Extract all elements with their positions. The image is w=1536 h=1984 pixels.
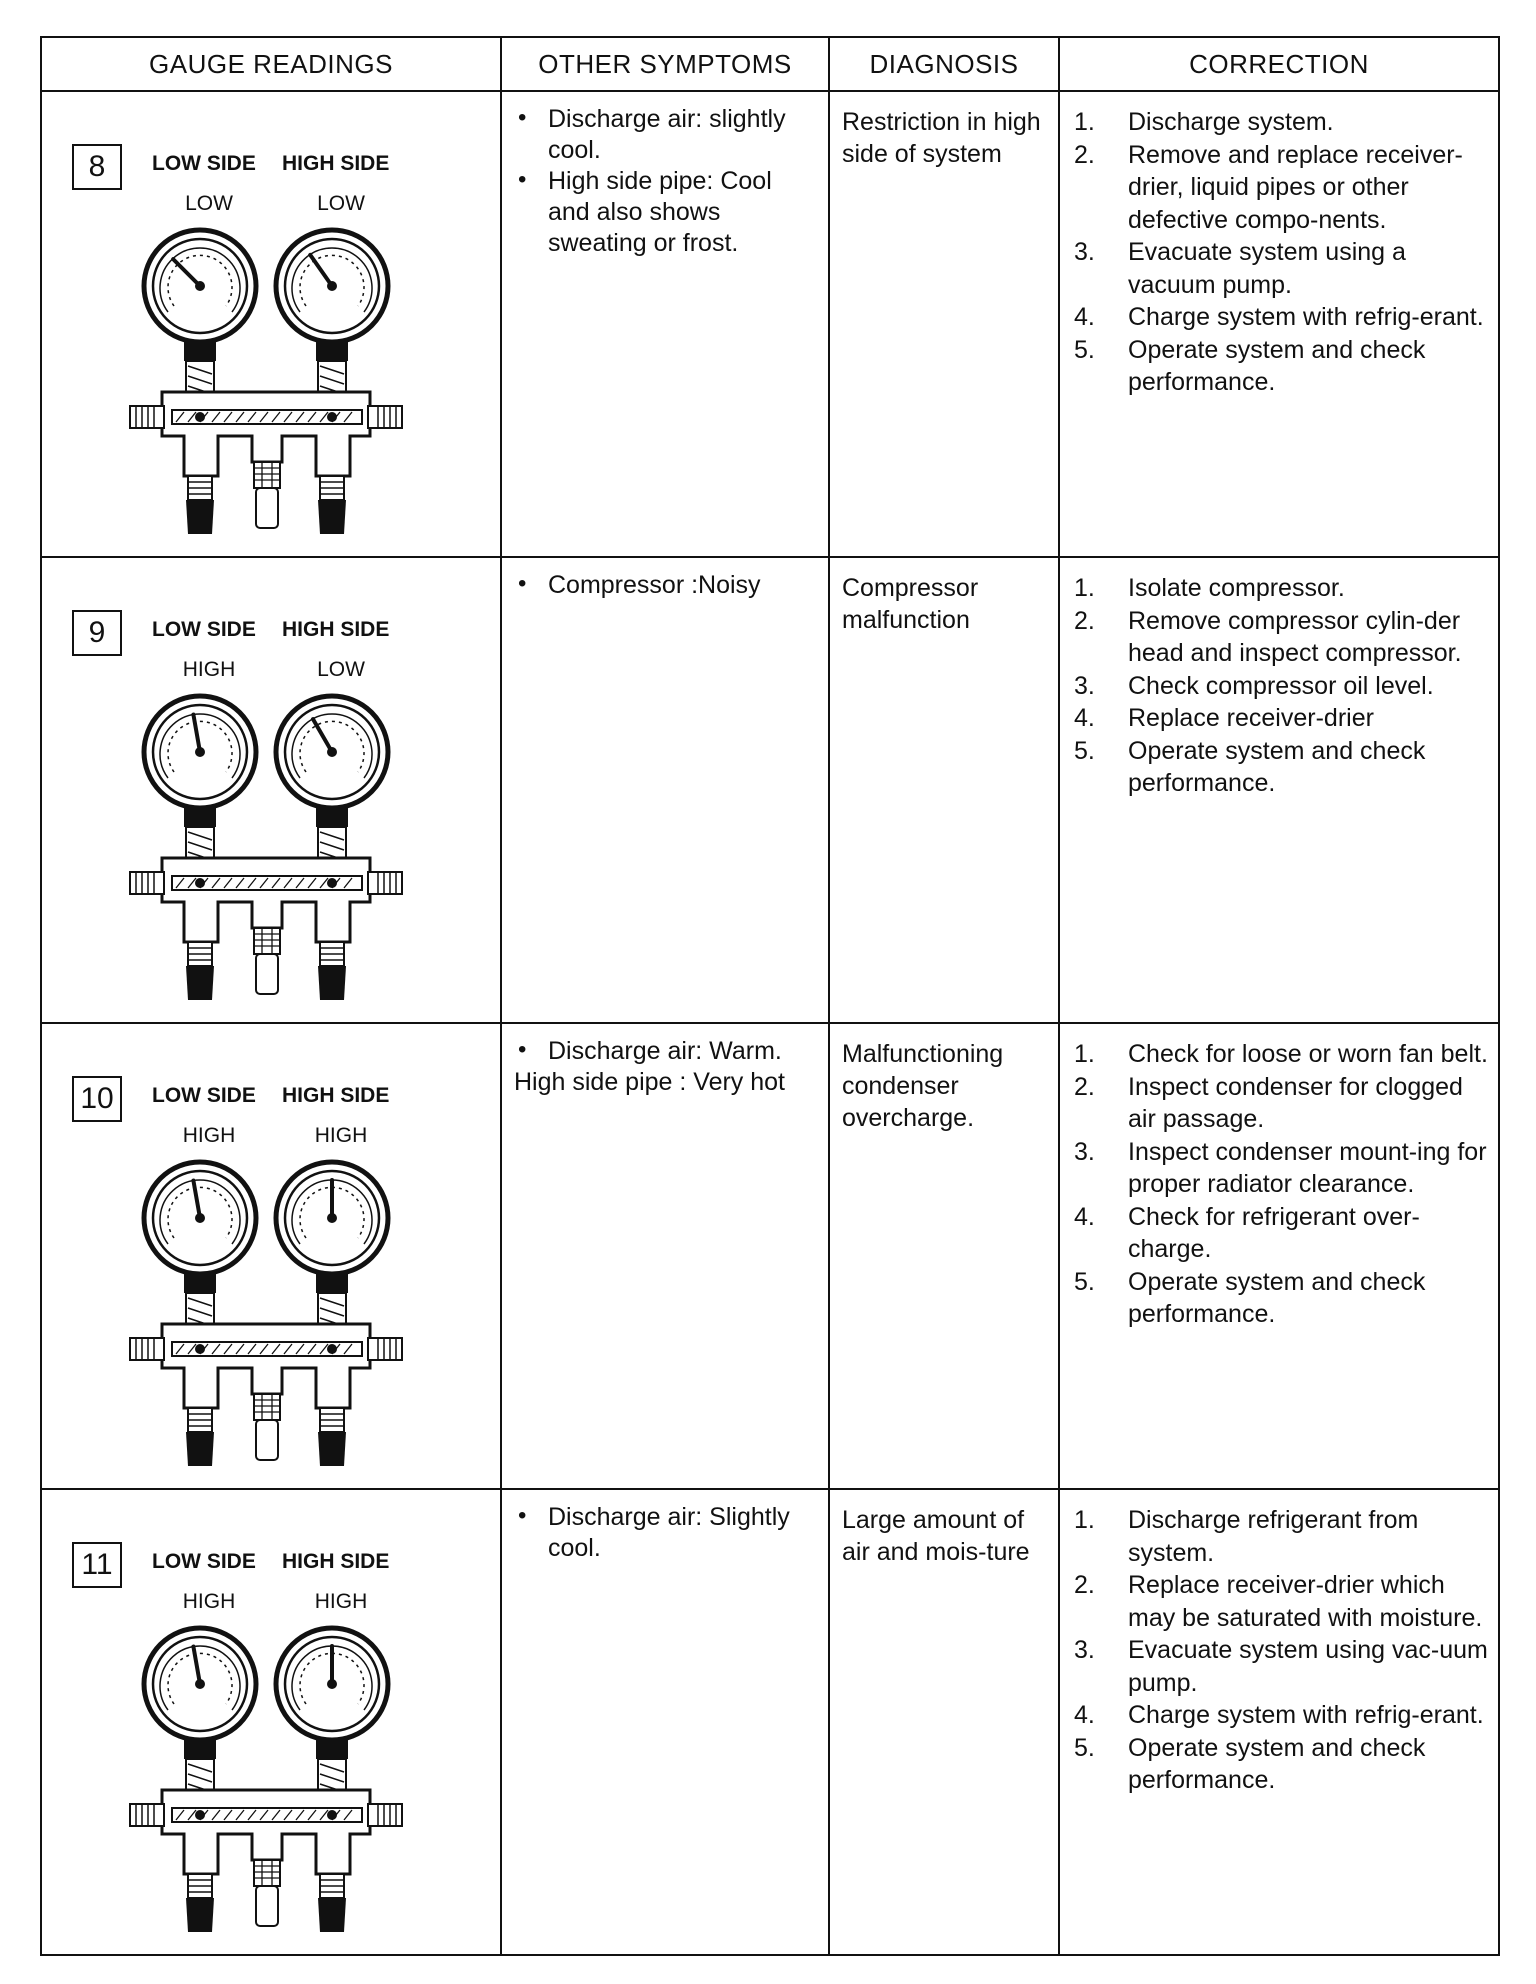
high-side-label: HIGH SIDE bbox=[282, 1550, 390, 1573]
low-side-reading: LOW bbox=[185, 192, 233, 215]
step-text: Check compressor oil level. bbox=[1128, 671, 1434, 700]
low-side-reading: HIGH bbox=[182, 1124, 236, 1147]
step-text: Remove and replace receiver-drier, liquid pipes or other defective compo-nents. bbox=[1128, 140, 1463, 234]
high-side-gauge-icon bbox=[276, 696, 388, 827]
correction-step bbox=[1074, 1569, 1488, 1634]
correction-step bbox=[1074, 1136, 1488, 1201]
step-text: Isolate compressor. bbox=[1128, 574, 1345, 602]
high-side-reading: LOW bbox=[317, 658, 365, 681]
step-number: 4. bbox=[1074, 1701, 1095, 1729]
other-symptoms-cell bbox=[501, 557, 829, 1023]
case-number: 8 bbox=[72, 144, 122, 190]
step-number: 3. bbox=[1074, 1137, 1095, 1166]
gauge-readings-cell bbox=[41, 557, 501, 1023]
correction-list bbox=[1060, 1024, 1498, 1331]
diagnosis-cell bbox=[829, 1023, 1059, 1489]
step-text: Charge system with refrig-erant. bbox=[1128, 303, 1484, 331]
symptom-item: • Discharge air: slightly cool. bbox=[514, 104, 818, 166]
high-side-gauge-icon bbox=[276, 230, 388, 361]
diagnosis-cell bbox=[829, 91, 1059, 557]
diagnosis-cell bbox=[829, 1489, 1059, 1955]
step-number: 4. bbox=[1074, 704, 1095, 732]
correction-step bbox=[1074, 1634, 1488, 1699]
correction-step bbox=[1074, 334, 1488, 399]
step-text: Discharge system. bbox=[1128, 108, 1334, 136]
symptom-list bbox=[502, 1024, 828, 1098]
high-side-reading: HIGH bbox=[314, 1124, 368, 1147]
low-side-reading: HIGH bbox=[182, 1590, 236, 1613]
symptom-item: • Discharge air: Warm. bbox=[514, 1036, 818, 1067]
high-side-label: HIGH SIDE bbox=[282, 1084, 390, 1107]
correction-step bbox=[1074, 1071, 1488, 1136]
correction-cell bbox=[1059, 557, 1499, 1023]
table-row bbox=[41, 1023, 1499, 1489]
correction-step bbox=[1074, 301, 1488, 334]
gauge-readings-cell bbox=[41, 91, 501, 557]
step-number: 3. bbox=[1074, 671, 1095, 700]
header-correction: CORRECTION bbox=[1059, 37, 1499, 91]
header-row bbox=[41, 37, 1499, 91]
step-text: Replace receiver-drier which may be saturated with moisture. bbox=[1128, 1571, 1483, 1632]
table-row bbox=[41, 1489, 1499, 1955]
manifold-gauge-icon bbox=[122, 1612, 432, 1932]
step-text: Operate system and check performance. bbox=[1128, 335, 1426, 396]
step-text: Check for loose or worn fan belt. bbox=[1128, 1040, 1488, 1068]
step-text: Discharge refrigerant from system. bbox=[1128, 1506, 1419, 1567]
high-side-gauge-icon bbox=[276, 1162, 388, 1293]
high-side-gauge-icon bbox=[276, 1628, 388, 1759]
correction-step bbox=[1074, 735, 1488, 800]
high-side-reading: HIGH bbox=[314, 1590, 368, 1613]
other-symptoms-cell bbox=[501, 1489, 829, 1955]
correction-cell bbox=[1059, 1023, 1499, 1489]
high-side-reading: LOW bbox=[317, 192, 365, 215]
symptom-item: • Discharge air: Slightly cool. bbox=[514, 1502, 818, 1564]
table-row bbox=[41, 557, 1499, 1023]
symptom-list bbox=[502, 92, 828, 259]
symptom-item: • Compressor :Noisy bbox=[514, 570, 818, 601]
correction-list bbox=[1060, 558, 1498, 800]
correction-step bbox=[1074, 1504, 1488, 1569]
header-diagnosis: DIAGNOSIS bbox=[829, 37, 1059, 91]
step-number: 1. bbox=[1074, 1040, 1095, 1068]
symptom-list bbox=[502, 1490, 828, 1564]
step-text: Inspect condenser mount-ing for proper radiator clearance. bbox=[1128, 1137, 1487, 1198]
correction-cell bbox=[1059, 91, 1499, 557]
case-number: 9 bbox=[72, 610, 122, 656]
manifold-gauge-icon bbox=[122, 1146, 432, 1466]
low-side-label: LOW SIDE bbox=[152, 618, 256, 641]
step-number: 2. bbox=[1074, 1571, 1095, 1599]
case-number: 11 bbox=[72, 1542, 122, 1588]
correction-step bbox=[1074, 139, 1488, 237]
low-side-gauge-icon bbox=[144, 230, 256, 361]
step-number: 5. bbox=[1074, 736, 1095, 765]
step-text: Charge system with refrig-erant. bbox=[1128, 1701, 1484, 1729]
step-text: Operate system and check performance. bbox=[1128, 1733, 1426, 1794]
low-side-gauge-icon bbox=[144, 1162, 256, 1293]
correction-step bbox=[1074, 106, 1488, 139]
step-number: 5. bbox=[1074, 1267, 1095, 1296]
step-text: Operate system and check performance. bbox=[1128, 1267, 1426, 1328]
manifold-gauge-icon bbox=[122, 214, 432, 534]
step-number: 5. bbox=[1074, 1733, 1095, 1762]
step-number: 3. bbox=[1074, 1636, 1095, 1664]
low-side-reading: HIGH bbox=[182, 658, 236, 681]
gauge-readings-cell bbox=[41, 1489, 501, 1955]
high-side-label: HIGH SIDE bbox=[282, 152, 390, 175]
step-number: 1. bbox=[1074, 108, 1095, 136]
step-text: Remove compressor cylin-der head and inspect compressor. bbox=[1128, 606, 1462, 667]
step-number: 5. bbox=[1074, 335, 1095, 364]
correction-step bbox=[1074, 1201, 1488, 1266]
correction-step bbox=[1074, 1266, 1488, 1331]
correction-list bbox=[1060, 1490, 1498, 1797]
step-number: 1. bbox=[1074, 574, 1095, 602]
step-number: 2. bbox=[1074, 1072, 1095, 1101]
low-side-label: LOW SIDE bbox=[152, 152, 256, 175]
diagnosis-text: Malfunctioning condenser overcharge. bbox=[842, 1040, 1004, 1132]
step-text: Evacuate system using vac-uum pump. bbox=[1128, 1636, 1488, 1697]
correction-cell bbox=[1059, 1489, 1499, 1955]
low-side-label: LOW SIDE bbox=[152, 1550, 256, 1573]
case-number: 10 bbox=[72, 1076, 122, 1122]
diagnosis-text: Restriction in high side of system bbox=[842, 108, 1041, 168]
header-other-symptoms: OTHER SYMPTOMS bbox=[501, 37, 829, 91]
low-side-gauge-icon bbox=[144, 1628, 256, 1759]
step-text: Operate system and check performance. bbox=[1128, 736, 1426, 797]
correction-step bbox=[1074, 572, 1488, 605]
step-number: 3. bbox=[1074, 238, 1095, 266]
correction-step bbox=[1074, 1732, 1488, 1797]
correction-step bbox=[1074, 702, 1488, 735]
step-number: 2. bbox=[1074, 606, 1095, 635]
correction-step bbox=[1074, 605, 1488, 670]
symptom-list bbox=[502, 558, 828, 601]
gauge-readings-cell bbox=[41, 1023, 501, 1489]
step-number: 1. bbox=[1074, 1506, 1095, 1534]
header-gauge-readings: GAUGE READINGS bbox=[41, 37, 501, 91]
step-text: Replace receiver-drier bbox=[1128, 704, 1374, 732]
correction-step bbox=[1074, 670, 1488, 703]
diagnosis-cell bbox=[829, 557, 1059, 1023]
correction-step bbox=[1074, 1699, 1488, 1732]
diagnosis-text: Large amount of air and mois-ture bbox=[842, 1506, 1030, 1566]
step-text: Check for refrigerant over-charge. bbox=[1128, 1202, 1420, 1263]
step-number: 4. bbox=[1074, 1202, 1095, 1231]
manifold-gauge-icon bbox=[122, 680, 432, 1000]
correction-step bbox=[1074, 236, 1488, 301]
low-side-label: LOW SIDE bbox=[152, 1084, 256, 1107]
step-number: 4. bbox=[1074, 303, 1095, 331]
symptom-item: High side pipe : Very hot bbox=[514, 1068, 785, 1096]
step-number: 2. bbox=[1074, 140, 1095, 169]
correction-list bbox=[1060, 92, 1498, 399]
diagnosis-table bbox=[40, 36, 1500, 1956]
step-text: Evacuate system using a vacuum pump. bbox=[1128, 238, 1406, 299]
low-side-gauge-icon bbox=[144, 696, 256, 827]
diagnosis-text: Compressor malfunction bbox=[842, 574, 979, 634]
high-side-label: HIGH SIDE bbox=[282, 618, 390, 641]
symptom-item: • High side pipe: Cool and also shows sweating or frost. bbox=[514, 166, 818, 259]
other-symptoms-cell bbox=[501, 91, 829, 557]
step-text: Inspect condenser for clogged air passage. bbox=[1128, 1072, 1463, 1133]
correction-step bbox=[1074, 1038, 1488, 1071]
table-row bbox=[41, 91, 1499, 557]
other-symptoms-cell bbox=[501, 1023, 829, 1489]
